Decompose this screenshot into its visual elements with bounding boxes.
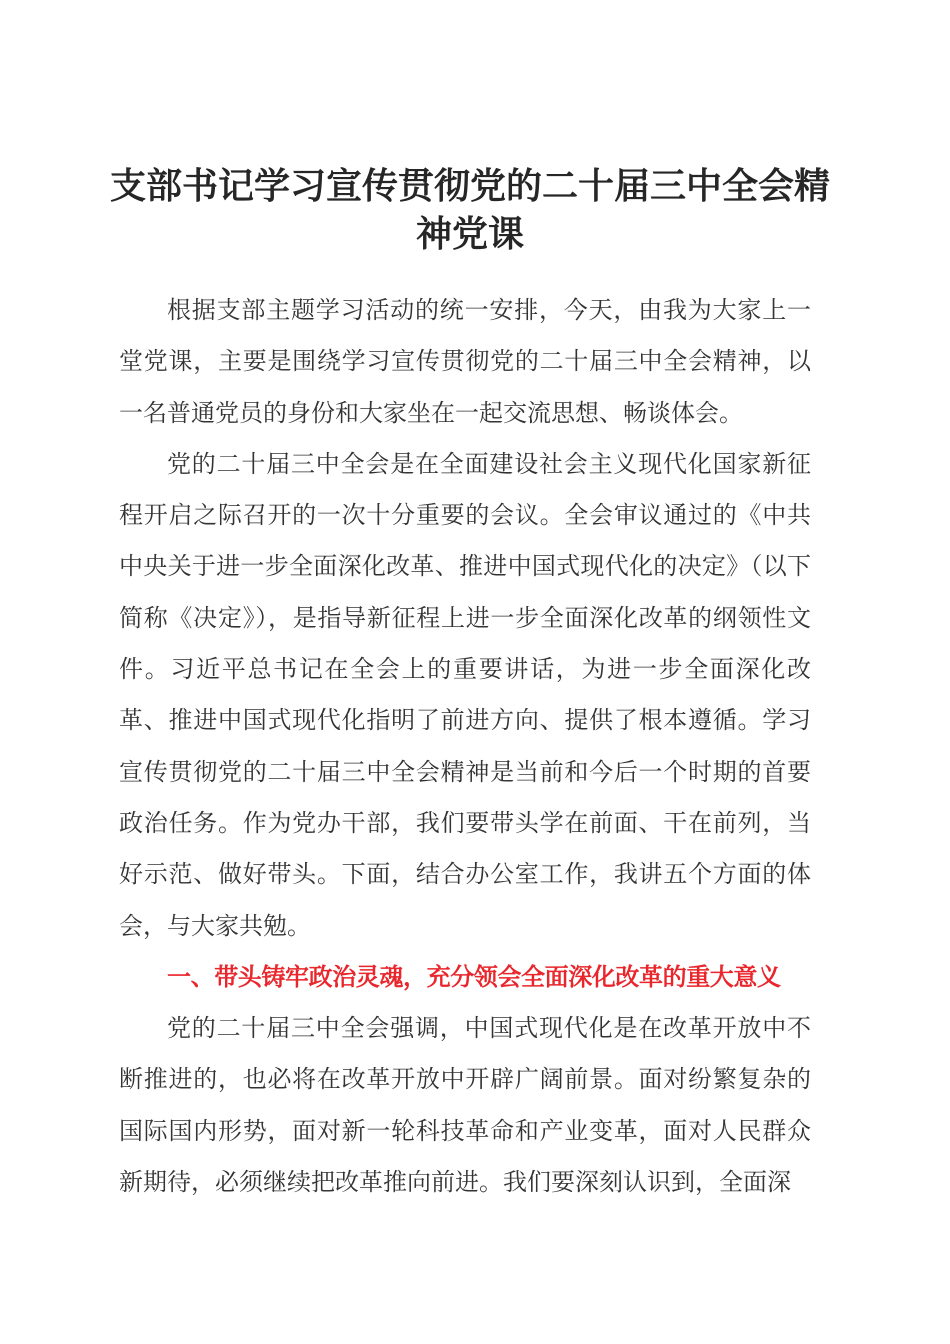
paragraph-background: 党的二十届三中全会是在全面建设社会主义现代化国家新征程开启之际召开的一次十分重要的会议。全会审议通过的《中共中央关于进一步全面深化改革、推进中国式现代化的决定》（以下简称《决定》），是指导新征程上进一步全面深化改革的纲领性文件。习近平总书记在全会上的重要讲话，为进一步全面深化改革、推进中国式现代化指明了前进方向、提供了根本遵循。学习宣传贯彻党的二十届三中全会精神是当前和今后一个时期的首要政治任务。作为党办干部，我们要带头学在前面、干在前列，当好示范、做好带头。下面，结合办公室工作，我讲五个方面的体会，与大家共勉。 — [119, 449, 811, 940]
paragraph-intro: 根据支部主题学习活动的统一安排，今天，由我为大家上一堂党课，主要是围绕学习宣传贯彻党的二十届三中全会精神，以一名普通党员的身份和大家坐在一起交流思想、畅谈体会。 — [119, 296, 811, 427]
section-heading: 一、带头铸牢政治灵魂，充分领会全面深化改革的重大意义 — [167, 962, 781, 991]
paragraph-section-one: 党的二十届三中全会强调，中国式现代化是在改革开放中不断推进的，也必将在改革开放中开辟广阔前景。面对纷繁复杂的国际国内形势，面对新一轮科技革命和产业变革，面对人民群众新期待，必须继续把改革推向前进。我们要深刻认识到，全面深 — [119, 1014, 811, 1197]
document-body — [119, 285, 811, 1208]
document-title: 支部书记学习宣传贯彻党的二十届三中全会精神党课 — [110, 165, 831, 255]
